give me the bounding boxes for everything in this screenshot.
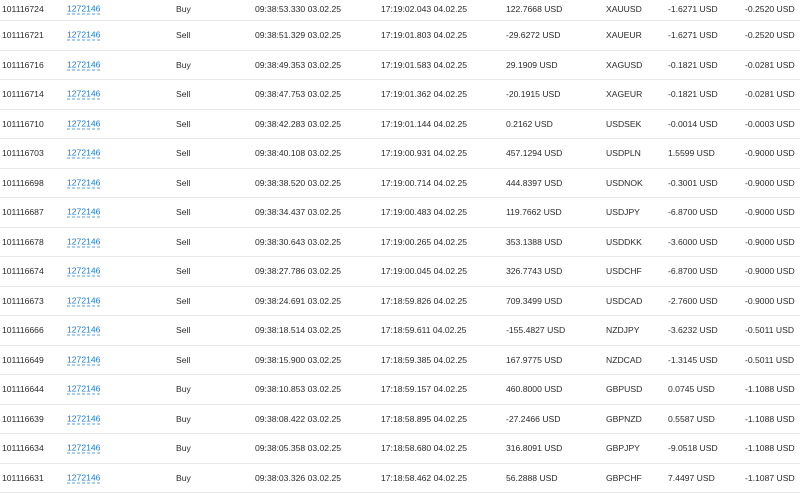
profit-cell: 119.7662 USD xyxy=(506,207,562,218)
table-row xyxy=(0,80,800,110)
swap-cell: -9.0518 USD xyxy=(668,443,718,454)
type-cell: Sell xyxy=(176,207,191,218)
profit-cell: 316.8091 USD xyxy=(506,443,563,454)
open-time-cell: 09:38:47.753 03.02.25 xyxy=(255,89,342,100)
commission-cell: -0.9000 USD xyxy=(745,295,795,306)
account-link[interactable]: 1272146 xyxy=(67,206,101,217)
open-time-cell: 09:38:03.326 03.02.25 xyxy=(255,472,342,483)
swap-cell: 7.4497 USD xyxy=(668,472,715,483)
swap-cell: -1.6271 USD xyxy=(668,4,718,14)
open-time-cell: 09:38:27.786 03.02.25 xyxy=(255,266,342,277)
account-link[interactable]: 1272146 xyxy=(67,236,101,247)
type-cell: Buy xyxy=(176,4,191,14)
ticket-cell: 101116678 xyxy=(2,236,44,247)
open-time-cell: 09:38:42.283 03.02.25 xyxy=(255,118,342,129)
commission-cell: -0.2520 USD xyxy=(745,4,795,14)
swap-cell: 1.5599 USD xyxy=(668,148,715,159)
swap-cell: -1.6271 USD xyxy=(668,30,718,41)
table-row xyxy=(0,110,800,140)
account-link[interactable]: 1272146 xyxy=(67,265,101,276)
type-cell: Sell xyxy=(176,30,191,41)
type-cell: Sell xyxy=(176,118,191,129)
type-cell: Buy xyxy=(176,59,191,70)
open-time-cell: 09:38:05.358 03.02.25 xyxy=(255,443,342,454)
commission-cell: -0.0003 USD xyxy=(745,118,795,129)
account-link[interactable]: 1272146 xyxy=(67,472,101,483)
profit-cell: 460.8000 USD xyxy=(506,384,563,395)
symbol-cell: GBPUSD xyxy=(606,384,643,395)
open-time-cell: 09:38:08.422 03.02.25 xyxy=(255,413,342,424)
account-link[interactable]: 1272146 xyxy=(67,118,101,129)
table-row xyxy=(0,405,800,435)
commission-cell: -0.2520 USD xyxy=(745,30,795,41)
symbol-cell: XAGEUR xyxy=(606,89,643,100)
swap-cell: -0.3001 USD xyxy=(668,177,718,188)
ticket-cell: 101116649 xyxy=(2,354,44,365)
close-time-cell: 17:18:58.895 04.02.25 xyxy=(381,413,468,424)
close-time-cell: 17:18:58.680 04.02.25 xyxy=(381,443,468,454)
table-row xyxy=(0,198,800,228)
profit-cell: 0.2162 USD xyxy=(506,118,553,129)
open-time-cell: 09:38:30.643 03.02.25 xyxy=(255,236,342,247)
symbol-cell: GBPNZD xyxy=(606,413,642,424)
close-time-cell: 17:19:00.483 04.02.25 xyxy=(381,207,468,218)
symbol-cell: GBPJPY xyxy=(606,443,640,454)
close-time-cell: 17:19:02.043 04.02.25 xyxy=(381,4,468,14)
commission-cell: -0.9000 USD xyxy=(745,266,795,277)
swap-cell: -3.6232 USD xyxy=(668,325,718,336)
close-time-cell: 17:18:59.157 04.02.25 xyxy=(381,384,468,395)
open-time-cell: 09:38:40.108 03.02.25 xyxy=(255,148,342,159)
profit-cell: 353.1388 USD xyxy=(506,236,563,247)
table-row xyxy=(0,464,800,494)
account-link[interactable]: 1272146 xyxy=(67,324,101,335)
table-row xyxy=(0,21,800,51)
close-time-cell: 17:18:59.611 04.02.25 xyxy=(381,325,467,336)
ticket-cell: 101116714 xyxy=(2,89,44,100)
account-link[interactable]: 1272146 xyxy=(67,442,101,453)
commission-cell: -0.9000 USD xyxy=(745,148,795,159)
account-link[interactable]: 1272146 xyxy=(67,59,101,70)
table-row xyxy=(0,346,800,376)
type-cell: Sell xyxy=(176,177,191,188)
ticket-cell: 101116644 xyxy=(2,384,44,395)
swap-cell: -3.6000 USD xyxy=(668,236,718,247)
open-time-cell: 09:38:38.520 03.02.25 xyxy=(255,177,342,188)
close-time-cell: 17:18:58.462 04.02.25 xyxy=(381,472,468,483)
account-link[interactable]: 1272146 xyxy=(67,88,101,99)
swap-cell: 0.0745 USD xyxy=(668,384,715,395)
type-cell: Sell xyxy=(176,236,191,247)
open-time-cell: 09:38:10.853 03.02.25 xyxy=(255,384,342,395)
table-row xyxy=(0,375,800,405)
swap-cell: 0.5587 USD xyxy=(668,413,715,424)
account-link[interactable]: 1272146 xyxy=(67,3,101,14)
profit-cell: 167.9775 USD xyxy=(506,354,563,365)
commission-cell: -0.9000 USD xyxy=(745,236,795,247)
account-link[interactable]: 1272146 xyxy=(67,147,101,158)
type-cell: Sell xyxy=(176,89,191,100)
table-row xyxy=(0,51,800,81)
ticket-cell: 101116634 xyxy=(2,443,44,454)
swap-cell: -0.1821 USD xyxy=(668,89,718,100)
symbol-cell: XAUEUR xyxy=(606,30,642,41)
open-time-cell: 09:38:24.691 03.02.25 xyxy=(255,295,342,306)
swap-cell: -6.8700 USD xyxy=(668,266,718,277)
close-time-cell: 17:19:01.362 04.02.25 xyxy=(381,89,468,100)
swap-cell: -1.3145 USD xyxy=(668,354,718,365)
symbol-cell: USDDKK xyxy=(606,236,642,247)
table-row xyxy=(0,139,800,169)
open-time-cell: 09:38:15.900 03.02.25 xyxy=(255,354,342,365)
account-link[interactable]: 1272146 xyxy=(67,354,101,365)
profit-cell: 326.7743 USD xyxy=(506,266,563,277)
profit-cell: -155.4827 USD xyxy=(506,325,566,336)
table-row xyxy=(0,0,800,21)
ticket-cell: 101116724 xyxy=(2,4,44,14)
ticket-cell: 101116666 xyxy=(2,325,44,336)
ticket-cell: 101116673 xyxy=(2,295,44,306)
swap-cell: -6.8700 USD xyxy=(668,207,718,218)
close-time-cell: 17:19:01.144 04.02.25 xyxy=(381,118,468,129)
profit-cell: 444.8397 USD xyxy=(506,177,563,188)
symbol-cell: USDJPY xyxy=(606,207,640,218)
table-row xyxy=(0,434,800,464)
type-cell: Sell xyxy=(176,266,191,277)
symbol-cell: USDNOK xyxy=(606,177,643,188)
close-time-cell: 17:18:59.826 04.02.25 xyxy=(381,295,468,306)
ticket-cell: 101116721 xyxy=(2,30,44,41)
account-link[interactable]: 1272146 xyxy=(67,177,101,188)
profit-cell: -27.2466 USD xyxy=(506,413,561,424)
type-cell: Buy xyxy=(176,413,191,424)
commission-cell: -1.1087 USD xyxy=(745,472,795,483)
close-time-cell: 17:19:00.045 04.02.25 xyxy=(381,266,468,277)
profit-cell: 56.2888 USD xyxy=(506,472,558,483)
table-row xyxy=(0,228,800,258)
close-time-cell: 17:18:59.385 04.02.25 xyxy=(381,354,468,365)
symbol-cell: USDSEK xyxy=(606,118,642,129)
ticket-cell: 101116631 xyxy=(2,472,44,483)
ticket-cell: 101116687 xyxy=(2,207,44,218)
profit-cell: 709.3499 USD xyxy=(506,295,563,306)
open-time-cell: 09:38:18.514 03.02.25 xyxy=(255,325,342,336)
symbol-cell: NZDCAD xyxy=(606,354,642,365)
commission-cell: -0.9000 USD xyxy=(745,207,795,218)
close-time-cell: 17:19:00.714 04.02.25 xyxy=(381,177,468,188)
ticket-cell: 101116698 xyxy=(2,177,44,188)
type-cell: Sell xyxy=(176,325,191,336)
symbol-cell: NZDJPY xyxy=(606,325,640,336)
symbol-cell: GBPCHF xyxy=(606,472,642,483)
open-time-cell: 09:38:49.353 03.02.25 xyxy=(255,59,342,70)
symbol-cell: XAUUSD xyxy=(606,4,642,14)
table-row xyxy=(0,316,800,346)
symbol-cell: USDCAD xyxy=(606,295,643,306)
type-cell: Buy xyxy=(176,472,191,483)
type-cell: Buy xyxy=(176,384,191,395)
table-row xyxy=(0,287,800,317)
ticket-cell: 101116716 xyxy=(2,59,44,70)
ticket-cell: 101116710 xyxy=(2,118,44,129)
ticket-cell: 101116703 xyxy=(2,148,44,159)
close-time-cell: 17:19:01.803 04.02.25 xyxy=(381,30,468,41)
profit-cell: 29.1909 USD xyxy=(506,59,558,70)
type-cell: Sell xyxy=(176,295,191,306)
swap-cell: -2.7600 USD xyxy=(668,295,718,306)
type-cell: Sell xyxy=(176,148,191,159)
ticket-cell: 101116639 xyxy=(2,413,44,424)
type-cell: Buy xyxy=(176,443,191,454)
profit-cell: 122.7668 USD xyxy=(506,4,563,14)
commission-cell: -0.0281 USD xyxy=(745,89,795,100)
ticket-cell: 101116674 xyxy=(2,266,44,277)
symbol-cell: USDCHF xyxy=(606,266,642,277)
commission-cell: -0.5011 USD xyxy=(745,325,795,336)
swap-cell: -0.1821 USD xyxy=(668,59,718,70)
profit-cell: 457.1294 USD xyxy=(506,148,563,159)
symbol-cell: USDPLN xyxy=(606,148,641,159)
open-time-cell: 09:38:53.330 03.02.25 xyxy=(255,4,342,14)
profit-cell: -29.6272 USD xyxy=(506,30,561,41)
close-time-cell: 17:19:01.583 04.02.25 xyxy=(381,59,468,70)
commission-cell: -1.1088 USD xyxy=(745,384,795,395)
commission-cell: -0.9000 USD xyxy=(745,177,795,188)
commission-cell: -1.1088 USD xyxy=(745,413,795,424)
account-link[interactable]: 1272146 xyxy=(67,295,101,306)
account-link[interactable]: 1272146 xyxy=(67,383,101,394)
swap-cell: -0.0014 USD xyxy=(668,118,718,129)
account-link[interactable]: 1272146 xyxy=(67,29,101,40)
commission-cell: -0.0281 USD xyxy=(745,59,795,70)
close-time-cell: 17:19:00.931 04.02.25 xyxy=(381,148,468,159)
type-cell: Sell xyxy=(176,354,191,365)
open-time-cell: 09:38:34.437 03.02.25 xyxy=(255,207,342,218)
commission-cell: -1.1088 USD xyxy=(745,443,795,454)
open-time-cell: 09:38:51.329 03.02.25 xyxy=(255,30,342,41)
account-link[interactable]: 1272146 xyxy=(67,413,101,424)
commission-cell: -0.5011 USD xyxy=(745,354,795,365)
table-row xyxy=(0,257,800,287)
table-row xyxy=(0,169,800,199)
profit-cell: -20.1915 USD xyxy=(506,89,561,100)
symbol-cell: XAGUSD xyxy=(606,59,643,70)
close-time-cell: 17:19:00.265 04.02.25 xyxy=(381,236,468,247)
